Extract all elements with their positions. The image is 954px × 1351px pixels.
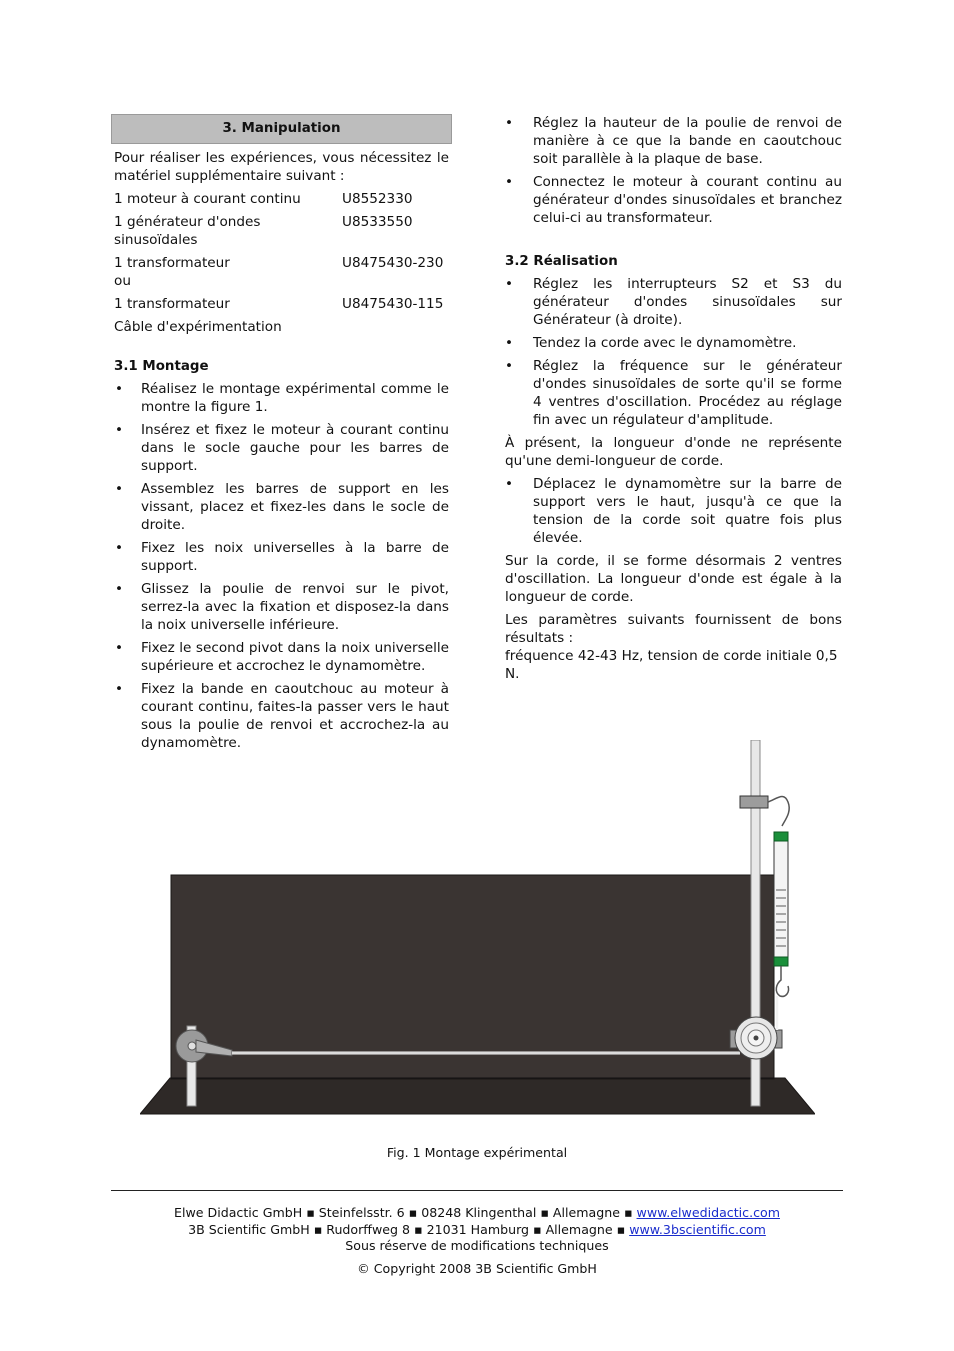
list-item: • Réalisez le montage expérimental comme le montre la figure 1. bbox=[111, 380, 452, 416]
footer-copyright: © Copyright 2008 3B Scientific GmbH bbox=[357, 1260, 597, 1276]
paragraph: Sur la corde, il se forme désormais 2 ventres d'oscillation. La longueur d'onde est égale à la longueur de corde. bbox=[505, 553, 842, 605]
elwedidactic-link[interactable]: www.elwedidactic.com bbox=[636, 1205, 780, 1220]
list-item: • Connectez le moteur à courant continu au générateur d'ondes sinusoïdales et branchez celui-ci au transformateur. bbox=[505, 173, 842, 227]
montage-heading: 3.1 Montage bbox=[114, 359, 209, 374]
list-item: • Réglez la hauteur de la poulie de renvoi de manière à ce que la bande en caoutchouc soit parallèle à la plaque de base. bbox=[505, 114, 842, 168]
montage-list-continued bbox=[505, 114, 842, 227]
footer-divider bbox=[111, 1190, 843, 1191]
list-item: • Insérez et fixez le moteur à courant continu dans le socle gauche pour les barres de support. bbox=[111, 421, 452, 475]
figure-caption: Fig. 1 Montage expérimental bbox=[386, 1145, 568, 1160]
list-item: • Fixez les noix universelles à la barre de support. bbox=[111, 539, 452, 575]
realisation-list bbox=[505, 275, 842, 429]
figure-setup bbox=[140, 740, 815, 1116]
setup-illustration bbox=[140, 740, 815, 1116]
list-item: • Déplacez le dynamomètre sur la barre de support vers le haut, jusqu'à ce que la tension de la corde soit quatre fois plus élevée. bbox=[505, 475, 842, 547]
material-row bbox=[111, 318, 452, 336]
list-item: • Glissez la poulie de renvoi sur le pivot, serrez-la avec la fixation et disposez-la dans la noix universelle inférieure. bbox=[111, 580, 452, 634]
footer-line-1 bbox=[0, 1205, 954, 1222]
material-name: 1 générateur d'ondes sinusoïdales bbox=[114, 214, 261, 248]
material-name: ou bbox=[114, 273, 131, 289]
list-item: • Tendez la corde avec le dynamomètre. bbox=[505, 334, 842, 352]
right-column bbox=[505, 114, 842, 688]
material-row bbox=[111, 272, 452, 290]
material-row bbox=[111, 295, 452, 313]
material-code: U8533550 bbox=[342, 214, 413, 230]
montage-list bbox=[111, 380, 452, 752]
material-name: 1 transformateur bbox=[114, 255, 230, 271]
material-row bbox=[111, 213, 452, 249]
paragraph: À présent, la longueur d'onde ne représente qu'une demi-longueur de corde. bbox=[505, 435, 842, 469]
section-title: 3. Manipulation bbox=[111, 114, 452, 144]
footer-line-2 bbox=[0, 1222, 954, 1239]
base-plate bbox=[140, 1078, 815, 1114]
back-board bbox=[171, 875, 774, 1079]
material-code: U8475430-115 bbox=[342, 296, 444, 312]
intro-paragraph: Pour réaliser les expériences, vous nécessitez le matériel supplémentaire suivant : bbox=[114, 150, 449, 184]
paragraph: fréquence 42-43 Hz, tension de corde initiale 0,5 N. bbox=[505, 648, 838, 682]
material-row bbox=[111, 190, 452, 208]
material-name: 1 transformateur bbox=[114, 296, 230, 312]
realisation-list-b bbox=[505, 475, 842, 547]
list-item: • Fixez le second pivot dans la noix universelle supérieure et accrochez le dynamomètre. bbox=[111, 639, 452, 675]
realisation-heading: 3.2 Réalisation bbox=[505, 254, 618, 269]
material-name: Câble d'expérimentation bbox=[114, 319, 282, 335]
list-item: • Assemblez les barres de support en les vissant, placez et fixez-les dans le socle de droite. bbox=[111, 480, 452, 534]
material-code: U8552330 bbox=[342, 191, 413, 207]
material-row bbox=[111, 254, 452, 272]
material-name: 1 moteur à courant continu bbox=[114, 191, 301, 207]
3bscientific-link[interactable]: www.3bscientific.com bbox=[629, 1221, 766, 1237]
material-code: U8475430-230 bbox=[342, 255, 444, 271]
footer-notice: Sous réserve de modifications techniques bbox=[345, 1238, 609, 1253]
upper-clamp bbox=[740, 796, 768, 808]
left-column bbox=[111, 114, 452, 757]
footer-address-2: 3B Scientific GmbH ▪ Rudorffweg 8 ▪ 21031 Hamburg ▪ Allemagne ▪ bbox=[188, 1221, 630, 1237]
footer-address-1: Elwe Didactic GmbH ▪ Steinfelsstr. 6 ▪ 08248 Klingenthal ▪ Allemagne ▪ bbox=[174, 1205, 637, 1220]
paragraph: Les paramètres suivants fournissent de bons résultats : bbox=[505, 612, 842, 646]
material-code bbox=[342, 272, 449, 290]
list-item: • Réglez la fréquence sur le générateur d'ondes sinusoïdales de sorte qu'il se forme 4 ventres d'oscillation. Procédez au réglage fin avec un régulateur d'amplitude. bbox=[505, 357, 842, 429]
list-item: • Réglez les interrupteurs S2 et S3 du générateur d'ondes sinusoïdales sur Générateur (à droite). bbox=[505, 275, 842, 329]
list-item: • Fixez la bande en caoutchouc au moteur à courant continu, faites-la passer vers le haut sous la poulie de renvoi et accrochez-la au dynamomètre. bbox=[111, 680, 452, 752]
footer bbox=[0, 1205, 954, 1277]
material-code bbox=[342, 318, 449, 336]
